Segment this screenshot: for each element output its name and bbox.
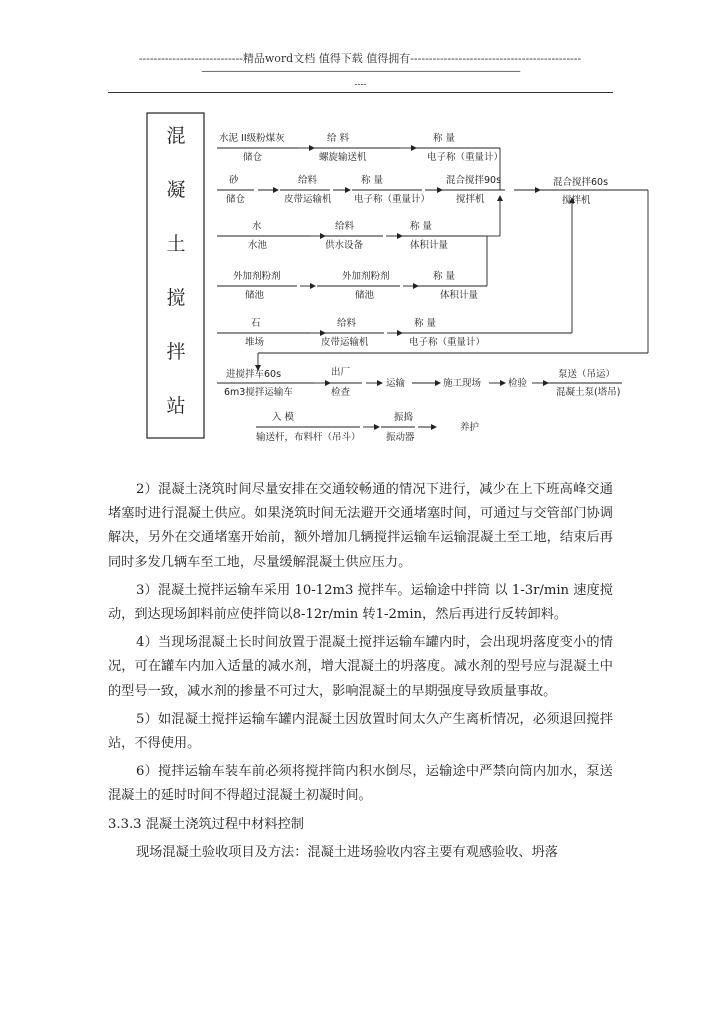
row3-volume-meter-label: 体积计量	[410, 240, 449, 251]
row7-formwork-label: 入 模	[272, 412, 295, 423]
row2-scale-label: 电子称（重量计）	[354, 194, 431, 205]
paragraph-3: 3）混凝土搅拌运输车采用 10-12m3 搅拌车。运输途中拌筒 以 1-3r/min 速度搅动，到达现场卸料前应使拌筒以8-12r/min 转1-2min，然后再进行反转卸料。	[108, 582, 613, 623]
paragraph-last: 现场混凝土验收项目及方法：混凝土进场验收内容主要有观感验收、坍落	[136, 844, 558, 860]
paragraph-2: 2）混凝土浇筑时间尽量安排在交通较畅通的情况下进行，减少在上下班高峰交通堵塞时进行混凝土供应。如果浇筑时间无法避开交通堵塞时间，可通过与交管部门协调解决，另外在交通堵塞开始前，额外增加几辆搅拌运输车运输混凝土至工地，结束后再同时多发几辆车至工地，尽量缓解混凝土供应压力。	[108, 482, 613, 570]
row6-pump-label: 泵送（吊运）	[558, 369, 616, 380]
row6-test-label: 检验	[508, 378, 528, 389]
row2-feed-label: 给料	[298, 175, 318, 186]
row6-inspect-label: 检查	[331, 387, 351, 398]
paragraph-4: 4）当现场混凝土长时间放置于混凝土搅拌运输车罐内时，会出现坍落度变小的情况，可在罐车内加入适量的减水剂，增大混凝土的坍落度。减水剂的型号应与混凝土中的型号一致，减水剂的掺量不可过大，影响混凝土的早期强度导致质量事故。	[108, 635, 613, 699]
body-text	[108, 478, 613, 865]
row1-screw-conveyor-label: 螺旋输送机	[319, 152, 367, 163]
row4-admixture2-label: 外加剂粉剂	[342, 271, 390, 282]
row5-belt-conveyor-label: 皮带运输机	[321, 337, 369, 348]
row5-stone-label: 石	[251, 318, 261, 329]
row4-weigh-label: 称 量	[433, 271, 456, 282]
row3-water-supply-label: 供水设备	[325, 240, 364, 251]
page-header-line-1: ----------------------------精品word文档 值得下载 值得拥有----------------------------------------------	[138, 52, 582, 65]
row1-cement-label: 水泥 II级粉煤灰	[219, 133, 285, 144]
row2-mix60-label: 混合搅拌60s	[553, 177, 609, 188]
row1-weigh-label: 称 量	[433, 133, 456, 144]
row1-storage-label: 储仓	[243, 152, 263, 163]
flow-lines	[217, 148, 648, 427]
row2-mixer-label: 搅拌机	[456, 194, 485, 205]
side-title-char-5: 拌	[166, 341, 186, 363]
row6-truck-label: 6m3搅拌运输车	[224, 387, 293, 398]
row2-sand-label: 砂	[229, 175, 239, 186]
row6-exit-label: 出厂	[331, 367, 351, 378]
row2-mixer2-label: 搅拌机	[562, 195, 591, 206]
row4-volume-meter-label: 体积计量	[440, 290, 479, 301]
side-title-char-2: 凝	[166, 179, 186, 201]
row6-pump-crane-label: 混凝土泵(塔吊)	[556, 387, 621, 398]
side-title-char-1: 混	[166, 125, 186, 147]
paragraph-5: 5）如混凝土搅拌运输车罐内混凝土因放置时间太久产生离析情况，必须退回搅拌站，不得使用。	[108, 711, 613, 752]
row1-scale-label: 电子称（重量计）	[427, 152, 504, 163]
concrete-plant-flowchart	[0, 0, 720, 460]
row2-weigh-label: 称 量	[361, 175, 384, 186]
row7-curing-label: 养护	[460, 422, 480, 433]
page-header-line-3: ----	[354, 80, 367, 90]
side-title-char-6: 站	[166, 395, 186, 417]
row4-pool2-label: 储池	[355, 290, 375, 301]
row2-belt-conveyor-label: 皮带运输机	[284, 194, 332, 205]
row5-scale-label: 电子称（重量计）	[409, 337, 486, 348]
row2-storage-label: 储仓	[226, 194, 246, 205]
row4-pool-label: 储池	[245, 290, 265, 301]
row6-site-label: 施工现场	[443, 378, 482, 389]
row3-water-label: 水	[252, 221, 262, 232]
side-title-box	[147, 113, 204, 438]
paragraph-6: 6）搅拌运输车装车前必须将搅拌筒内积水倒尽，运输途中严禁向筒内加水，泵送混凝土的延时时间不得超过混凝土初凝时间。	[108, 764, 613, 804]
row2-mix90-label: 混合搅拌90s	[446, 175, 502, 186]
row6-transport-label: 运输	[386, 378, 406, 389]
row7-vibrate-label: 振捣	[394, 412, 414, 423]
row6-truck-in-label: 进搅拌车60s	[226, 369, 282, 380]
section-heading: 3.3.3 混凝土浇筑过程中材料控制	[108, 816, 304, 832]
page-header-line-2: ------------------------------------------------------------------------------------------------------------------------------------------------------------	[201, 67, 520, 77]
row1-feed-label: 给 料	[327, 133, 350, 144]
row5-feed-label: 给料	[337, 318, 357, 329]
row3-weigh-label: 称 量	[410, 221, 433, 232]
row5-weigh-label: 称 量	[414, 318, 437, 329]
row4-admixture-label: 外加剂粉剂	[233, 271, 281, 282]
row3-feed-label: 给料	[335, 221, 355, 232]
row3-pool-label: 水池	[248, 240, 268, 251]
row7-vibrator-label: 振动器	[386, 432, 415, 443]
side-title-char-3: 土	[166, 233, 186, 255]
row7-distributor-label: 输送杆，布料杆（吊斗）	[256, 432, 361, 443]
side-title-char-4: 搅	[166, 287, 186, 309]
row5-yard-label: 堆场	[245, 337, 265, 348]
